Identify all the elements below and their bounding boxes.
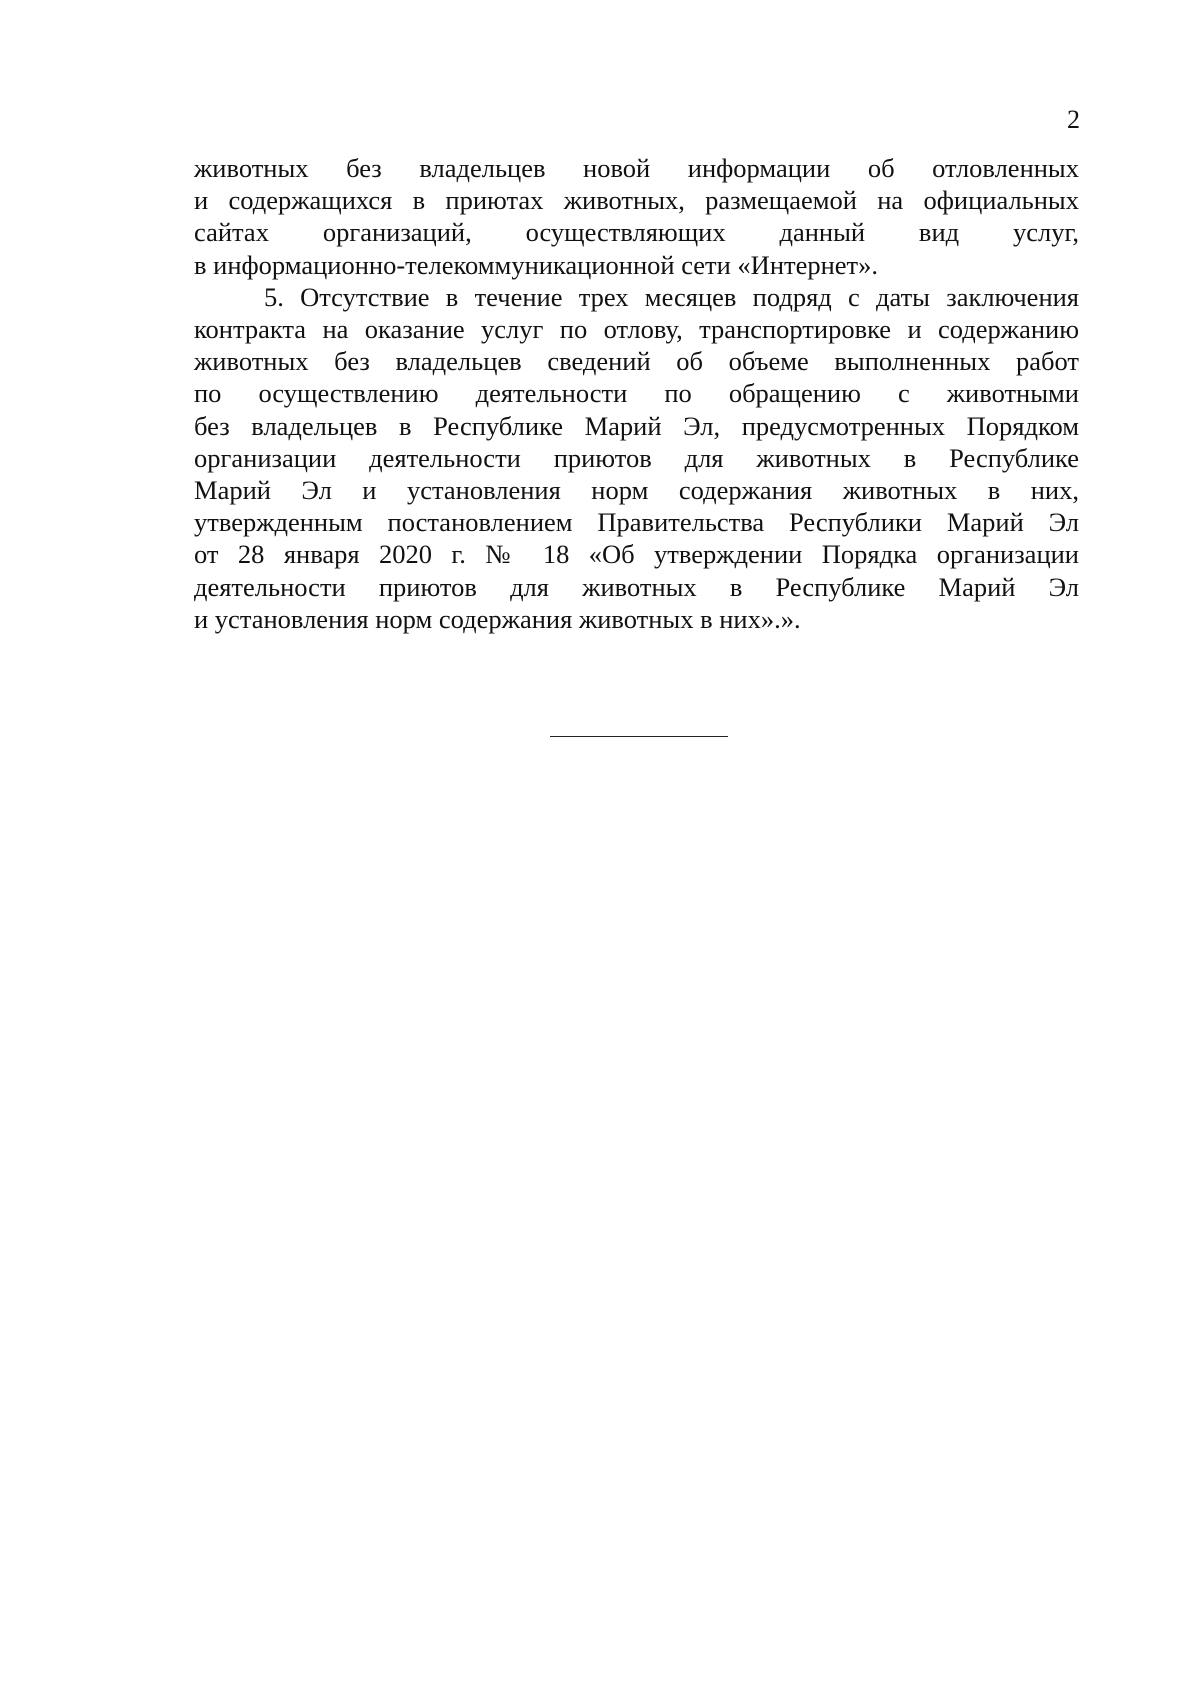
- text-line: животных без владельцев новой информации об отловленных: [194, 153, 1079, 183]
- text-line: в информационно-телекоммуникационной сети «Интернет».: [194, 249, 878, 280]
- text-line: контракта на оказание услуг по отлову, транспортировке и содержанию: [194, 314, 1079, 345]
- text-line: деятельности приютов для животных в Республике Марий Эл: [194, 571, 1079, 602]
- text-line: организации деятельности приютов для животных в Республике: [194, 442, 1079, 473]
- text-line: и содержащихся в приютах животных, размещаемой на официальных: [194, 185, 1079, 216]
- text-line: утвержденным постановлением Правительства Республики Марий Эл: [194, 507, 1079, 538]
- end-of-document-rule: [550, 736, 728, 737]
- text-line: по осуществлению деятельности по обращению с животными: [194, 378, 1079, 409]
- text-line: сайтах организаций, осуществляющих данный вид услуг,: [194, 217, 1079, 248]
- text-line: животных без владельцев сведений об объеме выполненных работ: [194, 346, 1079, 377]
- text-line: 5. Отсутствие в течение трех месяцев подряд с даты заключения: [264, 281, 1079, 312]
- text-line: от 28 января 2020 г. № 18 «Об утверждении Порядка организации: [194, 539, 1079, 570]
- text-line: Марий Эл и установления норм содержания животных в них,: [194, 475, 1079, 506]
- text-line: без владельцев в Республике Марий Эл, предусмотренных Порядком: [194, 410, 1079, 441]
- page-number: 2: [1067, 105, 1080, 134]
- document-body: [194, 152, 1079, 635]
- text-line: и установления норм содержания животных в них».».: [194, 603, 801, 634]
